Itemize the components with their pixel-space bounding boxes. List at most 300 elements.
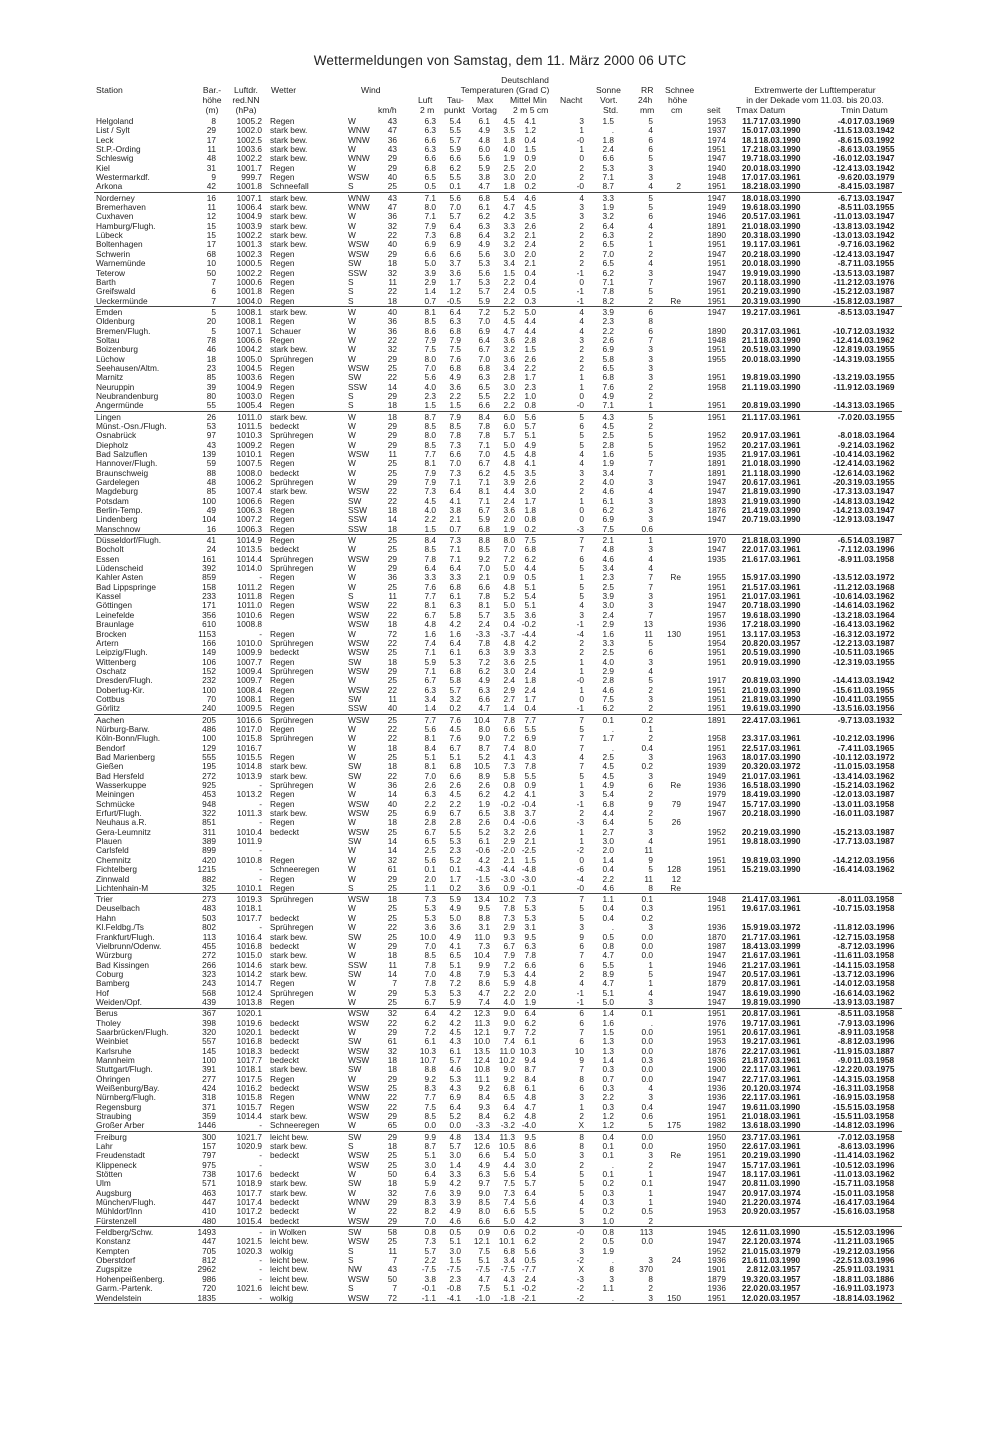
cell-station-name: Bamberg bbox=[96, 978, 130, 989]
cell-temp-min: 4.4 bbox=[524, 325, 536, 336]
cell-tmax: 22.1 bbox=[741, 1092, 758, 1103]
cell-temp-max: 6.2 bbox=[478, 665, 490, 676]
cell-wind-richtung: S bbox=[348, 882, 354, 893]
cell-tmax: 21.0 bbox=[741, 1111, 758, 1122]
cell-tmax: 19.3 bbox=[741, 1273, 758, 1284]
cell-temp-taupunkt: 3.0 bbox=[449, 1150, 461, 1161]
cell-temp-nacht: 1 bbox=[579, 780, 584, 790]
cell-sonne: 0.3 bbox=[602, 1187, 614, 1198]
cell-rr: 2 bbox=[648, 1159, 653, 1170]
header-wind: Wind bbox=[361, 85, 381, 95]
cell-temp-nacht: 3 bbox=[579, 922, 584, 933]
cell-temp-luft: 0.5 bbox=[424, 181, 436, 192]
cell-sonne: 3.3 bbox=[602, 192, 614, 203]
cell-temp-min: 6.4 bbox=[524, 1008, 536, 1019]
cell-tmin-datum: 18.03.1964 bbox=[853, 609, 895, 620]
cell-rr: 3 bbox=[648, 600, 653, 611]
cell-luftdruck: 1013.8 bbox=[236, 996, 262, 1007]
cell-tmax-datum: 19.03.1990 bbox=[759, 344, 801, 355]
cell-station-name: Teterow bbox=[96, 267, 126, 278]
cell-tmax-datum: 17.03.1961 bbox=[759, 959, 801, 970]
cell-luftdruck: 1010.3 bbox=[236, 430, 262, 441]
cell-temp-max: 8.7 bbox=[478, 742, 490, 753]
cell-sonne: 5.0 bbox=[602, 996, 614, 1007]
cell-wetter: Regen bbox=[270, 172, 295, 183]
cell-temp-nacht: -0 bbox=[576, 675, 584, 686]
cell-tmin: -7.1 bbox=[837, 544, 852, 555]
cell-wind-richtung: WNW bbox=[348, 153, 370, 164]
header-tau-2: punkt bbox=[444, 105, 466, 115]
cell-temp-min: 4.1 bbox=[524, 458, 536, 469]
cell-temp-taupunkt: 6.1 bbox=[449, 1045, 461, 1056]
cell-wetter: Schneeregen bbox=[270, 1120, 320, 1131]
cell-temp-max: 10.8 bbox=[473, 1064, 490, 1075]
cell-tmax-datum: 19.03.1990 bbox=[759, 684, 801, 695]
cell-sonne: 4.6 bbox=[602, 684, 614, 695]
cell-temp-mittel: 4.0 bbox=[503, 996, 515, 1007]
cell-temp-min: 7.2 bbox=[524, 1026, 536, 1037]
cell-station-name: St.P.-Ording bbox=[96, 144, 141, 155]
cell-sonne: 1.1 bbox=[602, 894, 614, 905]
cell-luftdruck: 1017.2 bbox=[236, 1206, 262, 1217]
cell-wind-richtung: W bbox=[348, 535, 356, 545]
cell-temp-nacht: -0 bbox=[576, 400, 584, 411]
cell-tmin-datum: 20.03.1979 bbox=[853, 172, 895, 183]
cell-wind-richtung: S bbox=[348, 1255, 354, 1266]
cell-temp-min: 2.1 bbox=[524, 836, 536, 847]
cell-tmax-datum: 18.03.1990 bbox=[759, 192, 801, 203]
cell-sonne: 2.8 bbox=[602, 675, 614, 686]
cell-tmax: 21.8 bbox=[741, 1054, 758, 1065]
cell-bar-hoehe: 41 bbox=[206, 535, 216, 545]
cell-tmax-datum: 20.03.1957 bbox=[759, 637, 801, 648]
cell-tmax: 18.4 bbox=[741, 940, 758, 951]
cell-wind-kmh: 50 bbox=[387, 1169, 397, 1180]
cell-temp-taupunkt: 6.7 bbox=[449, 742, 461, 753]
cell-temp-max: 7.0 bbox=[478, 448, 490, 459]
cell-sonne: 6.4 bbox=[602, 220, 614, 231]
cell-temp-nacht: 2 bbox=[579, 162, 584, 173]
cell-temp-nacht: 3 bbox=[579, 1215, 584, 1226]
cell-temp-min: 2.0 bbox=[524, 987, 536, 998]
table-row bbox=[0, 308, 1000, 317]
cell-temp-mittel: 7.2 bbox=[503, 553, 515, 564]
cell-temp-mittel: 0.9 bbox=[503, 572, 515, 583]
cell-temp-mittel: 3.0 bbox=[503, 172, 515, 183]
cell-wind-kmh: 43 bbox=[387, 144, 397, 155]
cell-wetter: Schneeregen bbox=[270, 864, 320, 875]
cell-temp-taupunkt: 6.6 bbox=[449, 770, 461, 781]
cell-tmin: -16.3 bbox=[833, 1083, 852, 1093]
cell-wetter: Sprühregen bbox=[270, 637, 314, 648]
cell-luftdruck: 1020.1 bbox=[236, 1026, 262, 1037]
cell-tmin: -9.6 bbox=[837, 172, 852, 183]
cell-sonne: 2.0 bbox=[602, 845, 614, 856]
cell-bar-hoehe: 70 bbox=[206, 693, 216, 704]
cell-temp-mittel: 3.0 bbox=[503, 665, 515, 676]
cell-temp-max: 7.8 bbox=[478, 591, 490, 602]
cell-luftdruck: 1006.2 bbox=[236, 477, 262, 487]
cell-wind-kmh: 36 bbox=[387, 325, 397, 336]
cell-temp-max: 12.1 bbox=[473, 1236, 490, 1247]
cell-station-name: Oldenburg bbox=[96, 316, 135, 327]
cell-temp-luft: 4.5 bbox=[424, 495, 436, 506]
cell-luftdruck: - bbox=[259, 845, 262, 856]
cell-sonne: 5.4 bbox=[602, 789, 614, 800]
cell-tmin-datum: 13.03.1987 bbox=[853, 637, 895, 648]
cell-tmax: 20.9 bbox=[741, 1206, 758, 1217]
cell-temp-luft: 8.5 bbox=[424, 544, 436, 555]
cell-station-name: Carlsfeld bbox=[96, 845, 129, 856]
cell-wind-kmh: 22 bbox=[387, 372, 397, 383]
cell-temp-mittel: 2.9 bbox=[503, 922, 515, 933]
cell-luftdruck: 1020.1 bbox=[236, 1008, 262, 1019]
cell-luftdruck: 1009.7 bbox=[236, 675, 262, 686]
cell-wind-richtung: WSW bbox=[348, 1150, 370, 1161]
cell-temp-mittel: 3.4 bbox=[503, 258, 515, 269]
cell-sonne: 4.0 bbox=[602, 477, 614, 487]
cell-wind-kmh: 25 bbox=[387, 714, 397, 725]
cell-temp-min: 4.3 bbox=[524, 751, 536, 762]
cell-temp-min: 2.0 bbox=[524, 248, 536, 259]
cell-temp-luft: 5.3 bbox=[424, 987, 436, 998]
page-title: Wettermeldungen von Samstag, dem 11. März 2000 06 UTC bbox=[313, 53, 687, 68]
cell-wind-richtung: W bbox=[348, 420, 356, 431]
cell-temp-min: 2.4 bbox=[524, 239, 536, 250]
cell-wind-kmh: 25 bbox=[387, 581, 397, 592]
cell-temp-mittel: 2.2 bbox=[503, 276, 515, 287]
header-wetter: Wetter bbox=[271, 85, 297, 95]
cell-tmin: -14.2 bbox=[833, 854, 852, 865]
cell-temp-luft: 7.0 bbox=[424, 940, 436, 951]
cell-bar-hoehe: 50 bbox=[206, 267, 216, 278]
cell-seit: 1891 bbox=[707, 458, 726, 469]
cell-temp-min: -0.2 bbox=[521, 1283, 536, 1294]
cell-seit: 1890 bbox=[707, 230, 726, 241]
cell-temp-taupunkt: 3.9 bbox=[449, 1197, 461, 1208]
cell-temp-min: 4.1 bbox=[524, 116, 536, 126]
cell-temp-taupunkt: 4.6 bbox=[449, 1215, 461, 1226]
cell-luftdruck: - bbox=[259, 780, 262, 790]
cell-temp-nacht: 3 bbox=[579, 211, 584, 222]
cell-rr: 2 bbox=[648, 1215, 653, 1226]
cell-temp-taupunkt: 5.1 bbox=[449, 751, 461, 762]
cell-bar-hoehe: 158 bbox=[202, 581, 216, 592]
cell-rr: 2 bbox=[648, 420, 653, 431]
cell-wetter: Regen bbox=[270, 723, 295, 734]
cell-temp-mittel: 7.4 bbox=[503, 1197, 515, 1208]
cell-bar-hoehe: 9 bbox=[211, 172, 216, 183]
cell-wind-richtung: SW bbox=[348, 770, 362, 781]
cell-sonne: 5.3 bbox=[602, 162, 614, 173]
cell-wind-richtung: S bbox=[348, 591, 354, 602]
cell-tmax: 19.8 bbox=[741, 854, 758, 865]
cell-luftdruck: - bbox=[259, 1264, 262, 1275]
cell-bar-hoehe: 48 bbox=[206, 477, 216, 487]
cell-wind-richtung: W bbox=[348, 1073, 356, 1084]
cell-tmin: -11.2 bbox=[833, 581, 852, 592]
cell-temp-min: 8.7 bbox=[524, 1064, 536, 1075]
cell-temp-max: 4.8 bbox=[478, 134, 490, 145]
cell-wind-richtung: S bbox=[348, 295, 354, 306]
cell-temp-min: 6.1 bbox=[524, 1036, 536, 1047]
cell-temp-nacht: 2 bbox=[579, 230, 584, 241]
cell-station-name: Kiel bbox=[96, 162, 110, 173]
cell-bar-hoehe: 359 bbox=[202, 1111, 216, 1122]
cell-rr: 1 bbox=[648, 723, 653, 734]
cell-rr: . bbox=[650, 1017, 653, 1028]
cell-station-name: Weißenburg/Bay. bbox=[96, 1083, 160, 1093]
cell-wind-kmh: 36 bbox=[387, 211, 397, 222]
cell-temp-mittel: 1.9 bbox=[503, 153, 515, 164]
cell-tmin: -12.2 bbox=[833, 637, 852, 648]
cell-tmin: -17.3 bbox=[833, 486, 852, 497]
header-tmax-datum: Tmax Datum bbox=[736, 105, 786, 115]
cell-wetter: Sprühregen bbox=[270, 353, 314, 364]
cell-bar-hoehe: 23 bbox=[206, 362, 216, 373]
cell-tmax: 21.2 bbox=[741, 1197, 758, 1208]
cell-luftdruck: 1001.3 bbox=[236, 239, 262, 250]
cell-temp-luft: 8.7 bbox=[424, 411, 436, 422]
cell-seit: 1951 bbox=[707, 1292, 726, 1303]
cell-tmax: 20.7 bbox=[741, 600, 758, 611]
cell-tmax: 22.1 bbox=[741, 1236, 758, 1247]
cell-temp-taupunkt: 5.5 bbox=[449, 125, 461, 136]
cell-wetter: bedeckt bbox=[270, 1017, 300, 1028]
cell-temp-taupunkt: 5.5 bbox=[449, 172, 461, 183]
cell-wind-richtung: WNW bbox=[348, 134, 370, 145]
cell-temp-nacht: 2 bbox=[579, 258, 584, 269]
cell-wetter: leicht bew. bbox=[270, 1255, 309, 1266]
cell-tmin-datum: 13.03.1987 bbox=[853, 267, 895, 278]
cell-temp-max: 2.6 bbox=[478, 780, 490, 790]
cell-wetter: in Wolken bbox=[270, 1227, 307, 1238]
cell-bar-hoehe: 113 bbox=[202, 931, 216, 942]
cell-temp-mittel: 2.4 bbox=[503, 675, 515, 686]
cell-station-name: Soltau bbox=[96, 334, 120, 345]
cell-bar-hoehe: 16 bbox=[206, 192, 216, 203]
cell-station-name: Regensburg bbox=[96, 1101, 142, 1112]
cell-tmax-datum: 17.03.1961 bbox=[759, 1064, 801, 1075]
cell-temp-max: 12.3 bbox=[473, 1008, 490, 1019]
cell-tmin: -13.4 bbox=[833, 770, 852, 781]
cell-temp-luft: 8.1 bbox=[424, 733, 436, 744]
cell-wind-kmh: 29 bbox=[387, 1215, 397, 1226]
cell-temp-max: 9.5 bbox=[478, 903, 490, 914]
cell-rr: 11 bbox=[644, 873, 653, 884]
cell-station-name: Klippeneck bbox=[96, 1159, 137, 1170]
cell-luftdruck: 1014.8 bbox=[236, 761, 262, 772]
cell-temp-max: 6.8 bbox=[478, 523, 490, 534]
cell-wind-richtung: WSW bbox=[348, 1159, 370, 1170]
cell-tmin-datum: 12.03.1996 bbox=[853, 544, 895, 555]
cell-temp-luft: 5.1 bbox=[424, 751, 436, 762]
cell-rr: 2 bbox=[648, 390, 653, 401]
cell-wind-richtung: W bbox=[348, 430, 356, 441]
cell-wetter: Regen bbox=[270, 978, 295, 989]
cell-tmin-datum: 11.03.1958 bbox=[853, 1008, 895, 1019]
cell-tmin: -8.9 bbox=[837, 1026, 852, 1037]
cell-tmax-datum: 18.03.1990 bbox=[759, 458, 801, 469]
cell-temp-nacht: 6 bbox=[579, 1036, 584, 1047]
header-luft-1: Luft bbox=[418, 95, 433, 105]
cell-bar-hoehe: 882 bbox=[202, 873, 216, 884]
cell-bar-hoehe: 20 bbox=[206, 316, 216, 327]
cell-luftdruck: 1017.0 bbox=[236, 723, 262, 734]
cell-temp-min: 0.5 bbox=[524, 1255, 536, 1266]
cell-temp-nacht: 0 bbox=[579, 514, 584, 525]
cell-sonne: 1.4 bbox=[602, 1054, 614, 1065]
cell-station-name: Emden bbox=[96, 306, 123, 317]
cell-temp-max: 7.3 bbox=[478, 940, 490, 951]
cell-temp-taupunkt: 4.8 bbox=[449, 1131, 461, 1142]
cell-luftdruck: 1002.3 bbox=[236, 248, 262, 259]
cell-temp-nacht: 5 bbox=[579, 903, 584, 914]
cell-temp-max: 8.0 bbox=[478, 1206, 490, 1217]
cell-wetter: Sprühregen bbox=[270, 733, 314, 744]
cell-wetter: stark bew. bbox=[270, 411, 308, 422]
cell-temp-taupunkt: 6.9 bbox=[449, 1092, 461, 1103]
cell-tmax: 20.2 bbox=[741, 808, 758, 819]
cell-temp-mittel: 3.5 bbox=[503, 125, 515, 136]
cell-temp-mittel: 7.3 bbox=[503, 1187, 515, 1198]
cell-temp-max: 4.9 bbox=[478, 1159, 490, 1170]
cell-luftdruck: 999.7 bbox=[241, 172, 262, 183]
cell-station-name: Hohenpeißenberg. bbox=[96, 1273, 165, 1284]
cell-temp-nacht: 4 bbox=[579, 600, 584, 611]
cell-temp-max: 2.1 bbox=[478, 572, 490, 583]
cell-schnee: Re bbox=[670, 572, 681, 583]
cell-temp-nacht: 7 bbox=[579, 1064, 584, 1075]
cell-luftdruck: 1011.3 bbox=[237, 808, 262, 819]
cell-luftdruck: 1013.9 bbox=[236, 770, 262, 781]
cell-tmin: -15.0 bbox=[833, 1187, 852, 1198]
cell-bar-hoehe: 948 bbox=[202, 798, 216, 809]
cell-tmin: -16.9 bbox=[833, 1092, 852, 1103]
cell-temp-min: -3.0 bbox=[521, 873, 536, 884]
cell-rr: 4 bbox=[648, 220, 653, 231]
cell-rr: 3 bbox=[648, 751, 653, 762]
cell-sonne: 8 bbox=[609, 1264, 614, 1275]
cell-schnee: Re bbox=[670, 780, 681, 790]
cell-wind-richtung: WSW bbox=[348, 1008, 370, 1019]
cell-wind-richtung: WSW bbox=[348, 1045, 370, 1056]
cell-rr: 5 bbox=[648, 286, 653, 297]
cell-bar-hoehe: 88 bbox=[206, 467, 216, 478]
cell-wetter: stark bew. bbox=[270, 230, 308, 241]
cell-temp-taupunkt: 6.2 bbox=[449, 162, 461, 173]
cell-temp-mittel: 5.1 bbox=[503, 1283, 515, 1294]
cell-temp-min: 3.3 bbox=[524, 647, 536, 658]
header-min-2: 2 m 5 cm bbox=[513, 105, 549, 115]
cell-station-name: Lahr bbox=[96, 1141, 113, 1151]
cell-bar-hoehe: 318 bbox=[202, 1092, 216, 1103]
cell-sonne: 2.6 bbox=[602, 334, 614, 345]
cell-temp-mittel: 1.5 bbox=[503, 267, 515, 278]
cell-temp-min: 2.0 bbox=[524, 162, 536, 173]
cell-temp-nacht: 2 bbox=[579, 647, 584, 658]
cell-tmin: -8.0 bbox=[837, 894, 852, 905]
cell-temp-taupunkt: 5.5 bbox=[449, 826, 461, 837]
cell-tmax-datum: 18.03.1990 bbox=[759, 600, 801, 611]
cell-tmin-datum: 12.03.1972 bbox=[853, 751, 895, 762]
cell-temp-nacht: -0 bbox=[576, 181, 584, 192]
cell-seit: 1987 bbox=[707, 940, 726, 951]
cell-tmax-datum: 20.03.1974 bbox=[759, 1197, 801, 1208]
cell-tmin: -13.0 bbox=[833, 798, 852, 809]
cell-tmin-datum: 12.03.1996 bbox=[853, 1036, 895, 1047]
cell-rr: 3 bbox=[648, 362, 653, 373]
cell-tmax-datum: 19.03.1990 bbox=[759, 987, 801, 998]
cell-temp-mittel: 5.2 bbox=[503, 306, 515, 317]
cell-temp-max: 7.0 bbox=[478, 353, 490, 364]
cell-luftdruck: 1002.2 bbox=[236, 267, 262, 278]
cell-seit: 1951 bbox=[707, 742, 726, 753]
cell-temp-max: 9.2 bbox=[478, 553, 490, 564]
cell-sonne: 4.7 bbox=[602, 950, 614, 961]
cell-wind-richtung: W bbox=[348, 1206, 356, 1217]
cell-temp-taupunkt: 0.7 bbox=[449, 523, 461, 534]
cell-sonne: 3.2 bbox=[602, 211, 614, 222]
cell-sonne: 1.9 bbox=[602, 1245, 614, 1256]
cell-bar-hoehe: 15 bbox=[206, 220, 216, 231]
cell-seit: 1947 bbox=[707, 486, 726, 497]
cell-wind-kmh: 72 bbox=[387, 1292, 397, 1303]
cell-temp-luft: 7.0 bbox=[424, 770, 436, 781]
cell-temp-mittel: 0.4 bbox=[503, 619, 515, 630]
cell-temp-mittel: 5.7 bbox=[503, 430, 515, 441]
cell-seit: 1939 bbox=[707, 761, 726, 772]
cell-temp-luft: 6.9 bbox=[424, 239, 436, 250]
cell-sonne: 0.1 bbox=[602, 1141, 614, 1151]
cell-wetter: Regen bbox=[270, 1073, 295, 1084]
cell-rr: 4 bbox=[648, 181, 653, 192]
cell-rr: 2 bbox=[648, 381, 653, 392]
cell-temp-mittel: 0.4 bbox=[503, 817, 515, 828]
cell-wetter: Regen bbox=[270, 817, 295, 828]
cell-wind-kmh: 7 bbox=[392, 1283, 397, 1294]
cell-temp-nacht: 1 bbox=[579, 144, 584, 155]
cell-temp-max: 6.3 bbox=[478, 220, 490, 231]
cell-tmin-datum: 13.03.1942 bbox=[853, 230, 895, 241]
cell-wind-kmh: 25 bbox=[387, 1150, 397, 1161]
cell-bar-hoehe: 100 bbox=[202, 1054, 216, 1065]
cell-temp-mittel: 5.4 bbox=[503, 1150, 515, 1161]
cell-tmax-datum: 19.03.1990 bbox=[759, 486, 801, 497]
cell-temp-min: 0.2 bbox=[524, 1227, 536, 1238]
cell-wetter: Regen bbox=[270, 286, 295, 297]
cell-wind-richtung: SW bbox=[348, 761, 362, 772]
cell-wind-richtung: SSW bbox=[348, 959, 367, 970]
cell-tmin: -10.5 bbox=[833, 647, 852, 658]
cell-temp-mittel: -0.2 bbox=[500, 798, 515, 809]
cell-sonne: 0.3 bbox=[602, 1083, 614, 1093]
cell-tmin-datum: 13.03.1942 bbox=[853, 220, 895, 231]
cell-wind-richtung: S bbox=[348, 1245, 354, 1256]
cell-temp-taupunkt: 4.9 bbox=[449, 1206, 461, 1217]
cell-wind-kmh: 18 bbox=[387, 619, 397, 630]
cell-tmax-datum: 18.03.1990 bbox=[759, 609, 801, 620]
cell-wind-kmh: 18 bbox=[387, 817, 397, 828]
cell-station-name: Bendorf bbox=[96, 742, 126, 753]
cell-bar-hoehe: 300 bbox=[202, 1131, 216, 1142]
cell-wetter: Regen bbox=[270, 693, 295, 704]
cell-bar-hoehe: 152 bbox=[202, 665, 216, 676]
cell-wind-richtung: W bbox=[348, 912, 356, 923]
cell-wind-richtung: SW bbox=[348, 1227, 362, 1238]
cell-temp-nacht: 6 bbox=[579, 940, 584, 951]
cell-wind-kmh: 18 bbox=[387, 258, 397, 269]
